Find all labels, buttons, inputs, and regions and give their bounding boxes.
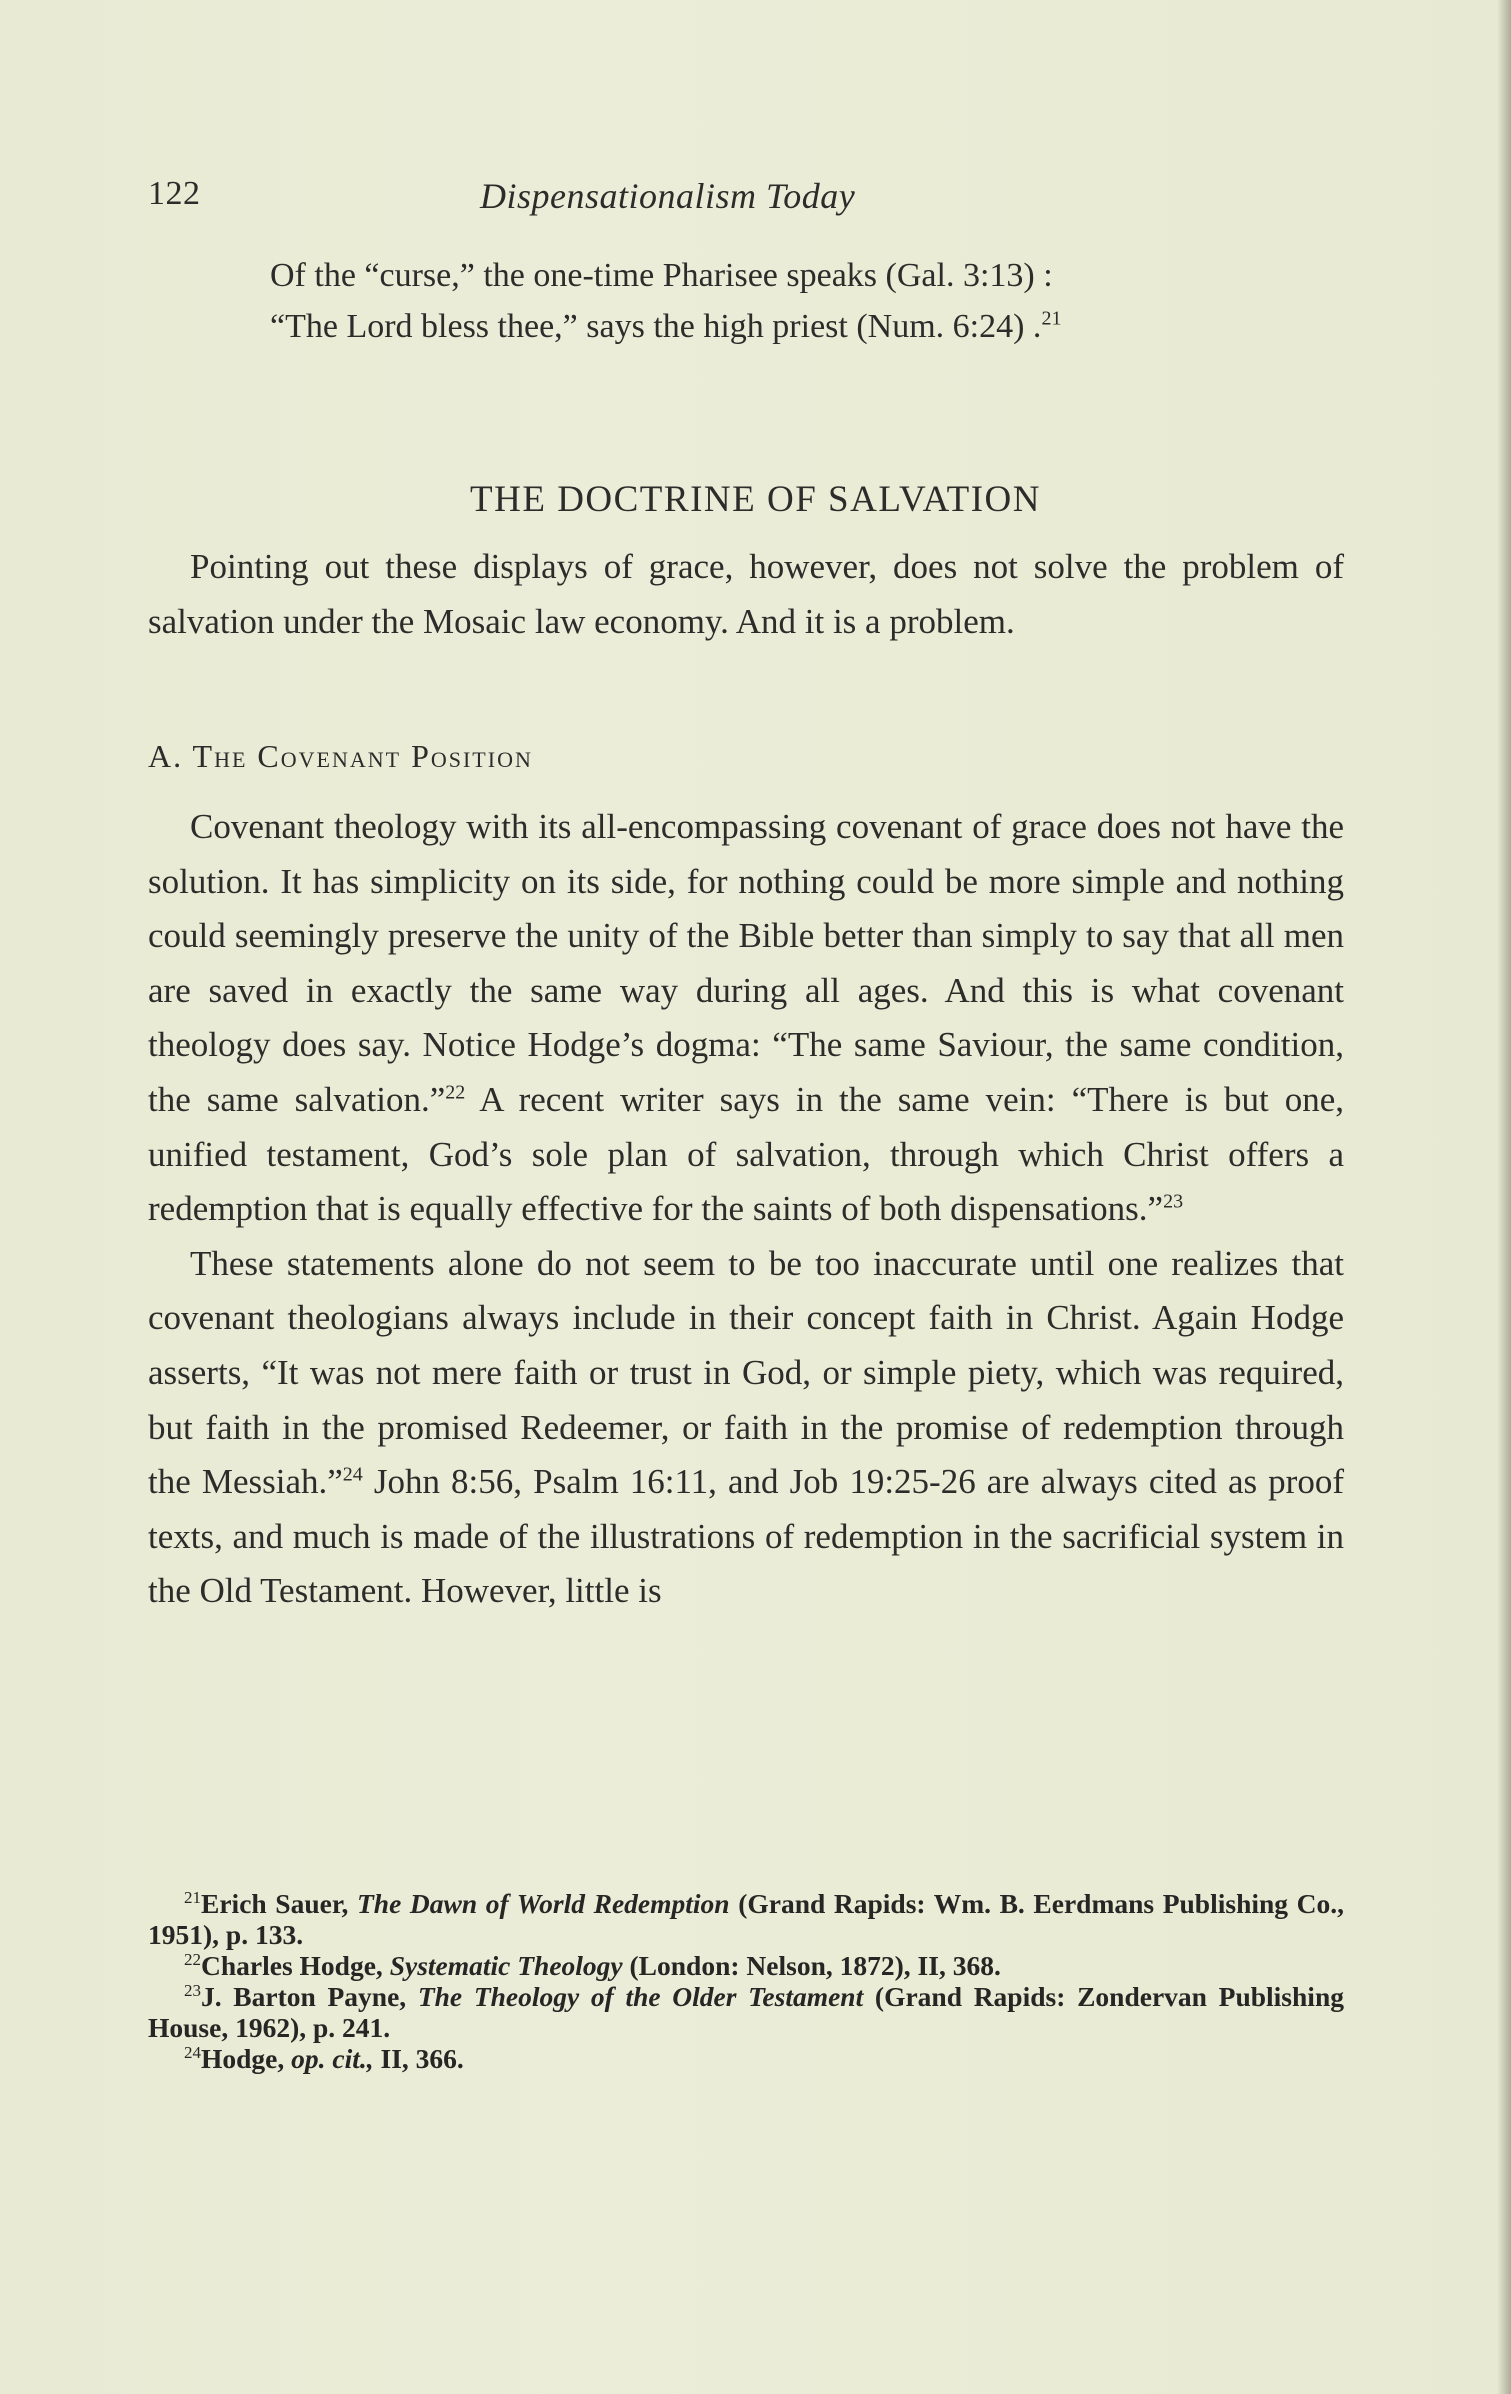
footnote-text: (Grand Rapids: Wm. B. Eerdmans Publishing Co., 1951), p. 133. [148, 1888, 1345, 1950]
paragraph-text: These statements alone do not seem to be too inaccurate until one realizes that covenant theologians always include in their concept faith in Christ. Again Hodge asserts, “It was not mere faith or trust in God, or simple piety, which was required, but faith in the promised Redeemer, or faith in the promise of redemption through the Messiah.” [148, 1243, 1344, 1502]
page-header [148, 175, 1348, 225]
footnote [148, 2043, 1344, 2074]
footnote-number: 21 [184, 1887, 201, 1907]
footnote-text: Charles Hodge, [201, 1950, 390, 1981]
footnote-marker: 21 [1041, 307, 1062, 330]
quotation-block [270, 250, 1320, 352]
footnote-text: II, 366. [373, 2043, 464, 2074]
footnote-text: J. Barton Payne, [201, 1981, 418, 2012]
footnote-marker: 24 [342, 1463, 363, 1486]
section-heading: THE DOCTRINE OF SALVATION [470, 479, 1041, 520]
page-edge-shadow [1497, 0, 1511, 2394]
footnote-number: 22 [184, 1949, 201, 1969]
page-number: 122 [148, 175, 201, 212]
quote-line [270, 250, 1320, 301]
footnote-marker: 22 [445, 1081, 466, 1104]
subsection-heading: A. The Covenant Position [148, 738, 533, 774]
footnote-number: 23 [184, 1980, 201, 2000]
footnote-text: (Grand Rapids: Zondervan Publishing House, 1962), p. 241. [148, 1981, 1344, 2043]
paragraph-text: Covenant theology with its all-encompassing covenant of grace does not have the solution. It has simplicity on its side, for nothing could be more simple and nothing could seemingly preserve the unity of the Bible better than simply to say that all men are saved in exactly the same way during all ages. And this is what covenant theology does say. Notice Hodge’s dogma: “The same Saviour, the same condition, the same salvation.” [148, 807, 1344, 1119]
footnote-text: Hodge, [201, 2043, 292, 2074]
running-title: Dispensationalism Today [480, 176, 856, 216]
footnote [148, 1888, 1344, 1950]
paragraph [148, 1237, 1344, 1619]
intro-paragraph [148, 540, 1344, 649]
footnote-title: Systematic Theology [389, 1950, 623, 1981]
footnote-text: (London: Nelson, 1872), II, 368. [622, 1950, 1001, 1981]
paragraph-text: Pointing out these displays of grace, however, does not solve the problem of salvation under the Mosaic law economy. And it is a problem. [148, 547, 1344, 641]
quote-text: “The Lord bless thee,” says the high priest (Num. 6:24) . [270, 308, 1042, 345]
footnote-number: 24 [184, 2042, 201, 2062]
quote-line [270, 301, 1320, 352]
footnotes [148, 1888, 1344, 2074]
footnote [148, 1950, 1344, 1981]
quote-text: Of the “curse,” the one-time Pharisee speaks (Gal. 3:13) : [270, 257, 1053, 294]
footnote-text: Erich Sauer, [201, 1888, 357, 1919]
footnote-title: The Theology of the Older Testament [417, 1981, 864, 2012]
paragraph [148, 800, 1344, 1237]
footnote-title: The Dawn of World Redemption [357, 1888, 730, 1919]
footnote-title: op. cit., [291, 2043, 374, 2074]
body-paragraphs [148, 800, 1344, 1619]
paragraph-text: John 8:56, Psalm 16:11, and Job 19:25-26 are always cited as proof texts, and much is made of the illustrations of redemption in the sacrificial system in the Old Testament. However, little is [148, 1462, 1344, 1611]
footnote-marker: 23 [1163, 1190, 1184, 1213]
footnote [148, 1981, 1344, 2043]
paragraph-text: A recent writer says in the same vein: “There is but one, unified testament, God’s sole plan of salvation, through which Christ offers a redemption that is equally effective for the saints of both dispensations.” [148, 1079, 1344, 1229]
